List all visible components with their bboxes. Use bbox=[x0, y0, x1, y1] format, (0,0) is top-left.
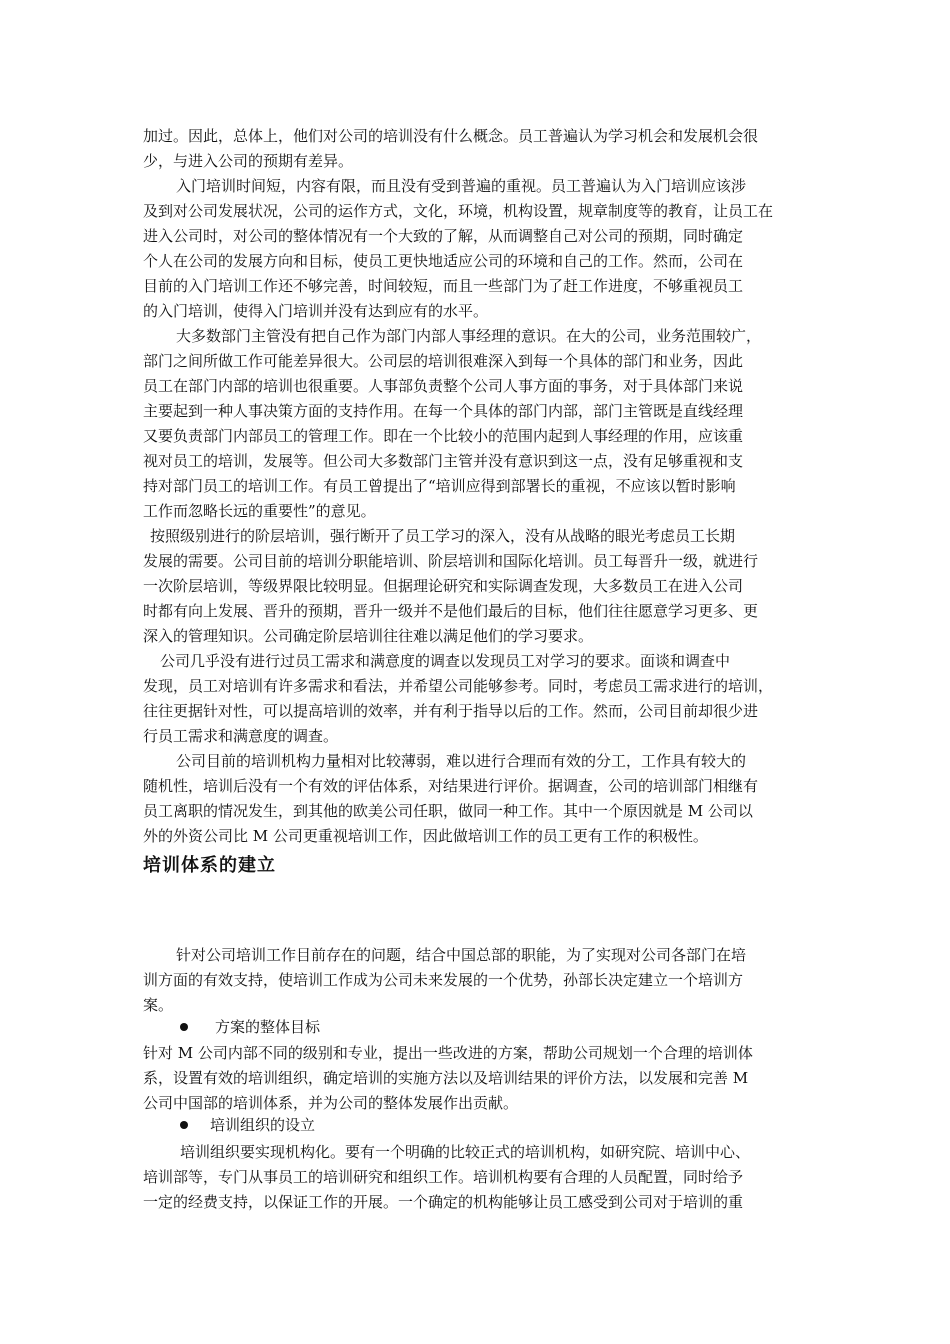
text-line: 发展的需要。公司目前的培训分职能培训、阶层培训和国际化培训。员工每晋升一级，就进行 bbox=[143, 552, 759, 570]
bullet-item: 方案的整体目标 bbox=[215, 1018, 321, 1036]
text-line: 的入门培训，使得入门培训并没有达到应有的水平。 bbox=[143, 302, 489, 320]
text-line: 主要起到一种人事决策方面的支持作用。在每一个具体的部门内部，部门主管既是直线经理 bbox=[143, 402, 744, 420]
text-line: 系，设置有效的培训组织，确定培训的实施方法以及培训结果的评价方法，以发展和完善 M bbox=[143, 1069, 749, 1087]
text-line: 公司目前的培训机构力量相对比较薄弱，难以进行合理而有效的分工，工作具有较大的 bbox=[176, 752, 747, 770]
text-line: 个人在公司的发展方向和目标，使员工更快地适应公司的环境和自己的工作。然而，公司在 bbox=[143, 252, 744, 270]
text-line: 案。 bbox=[143, 996, 174, 1014]
text-line: 行员工需求和满意度的调查。 bbox=[143, 727, 339, 745]
text-line: 进入公司时，对公司的整体情况有一个大致的了解，从而调整自己对公司的预期，同时确定 bbox=[143, 227, 744, 245]
section-heading: 培训体系的建立 bbox=[143, 855, 276, 876]
text-line: 员工离职的情况发生，到其他的欧美公司任职，做同一种工作。其中一个原因就是 M 公司以 bbox=[143, 802, 753, 820]
text-line: 大多数部门主管没有把自己作为部门内部人事经理的意识。在大的公司，业务范围较广， bbox=[176, 327, 762, 345]
text-line: 视对员工的培训，发展等。但公司大多数部门主管并没有意识到这一点，没有足够重视和支 bbox=[143, 452, 744, 470]
text-line: 发现，员工对培训有许多需求和看法，并希望公司能够参考。同时，考虑员工需求进行的培训， bbox=[143, 677, 774, 695]
text-line: 培训组织要实现机构化。要有一个明确的比较正式的培训机构，如研究院、培训中心、 bbox=[180, 1143, 751, 1161]
text-line: 时都有向上发展、晋升的预期，晋升一级并不是他们最后的目标，他们往往愿意学习更多、更 bbox=[143, 602, 759, 620]
text-line: 持对部门员工的培训工作。有员工曾提出了“培训应得到部署长的重视，不应该以暂时影响 bbox=[143, 477, 736, 495]
text-line: 入门培训时间短，内容有限，而且没有受到普遍的重视。员工普遍认为入门培训应该涉 bbox=[176, 177, 747, 195]
text-line: 培训部等，专门从事员工的培训研究和组织工作。培训机构要有合理的人员配置，同时给予 bbox=[143, 1168, 744, 1186]
text-line: 公司中国部的培训体系，并为公司的整体发展作出贡献。 bbox=[143, 1094, 519, 1112]
text-line: 按照级别进行的阶层培训，强行断开了员工学习的深入，没有从战略的眼光考虑员工长期 bbox=[150, 527, 736, 545]
bullet-icon bbox=[180, 1121, 188, 1129]
text-line: 又要负责部门内部员工的管理工作。即在一个比较小的范围内起到人事经理的作用，应该重 bbox=[143, 427, 744, 445]
text-line: 往往更据针对性，可以提高培训的效率，并有利于指导以后的工作。然而，公司目前却很少进 bbox=[143, 702, 759, 720]
text-line: 加过。因此，总体上，他们对公司的培训没有什么概念。员工普遍认为学习机会和发展机会很 bbox=[143, 127, 759, 145]
text-line: 目前的入门培训工作还不够完善，时间较短，而且一些部门为了赶工作进度，不够重视员工 bbox=[143, 277, 744, 295]
text-line: 工作而忽略长远的重要性”的意见。 bbox=[143, 502, 376, 520]
text-line: 及到对公司发展状况，公司的运作方式，文化，环境，机构设置，规章制度等的教育，让员工在 bbox=[143, 202, 774, 220]
text-line: 针对公司培训工作目前存在的问题，结合中国总部的职能，为了实现对公司各部门在培 bbox=[176, 946, 747, 964]
bullet-icon bbox=[180, 1023, 188, 1031]
text-line: 部门之间所做工作可能差异很大。公司层的培训很难深入到每一个具体的部门和业务，因此 bbox=[143, 352, 744, 370]
text-line: 少，与进入公司的预期有差异。 bbox=[143, 152, 354, 170]
text-line: 员工在部门内部的培训也很重要。人事部负责整个公司人事方面的事务，对于具体部门来说 bbox=[143, 377, 744, 395]
text-line: 针对 M 公司内部不同的级别和专业，提出一些改进的方案，帮助公司规划一个合理的培训体 bbox=[143, 1044, 753, 1062]
text-line: 一定的经费支持，以保证工作的开展。一个确定的机构能够让员工感受到公司对于培训的重 bbox=[143, 1193, 744, 1211]
bullet-item: 培训组织的设立 bbox=[210, 1116, 316, 1134]
text-line: 深入的管理知识。公司确定阶层培训往往难以满足他们的学习要求。 bbox=[143, 627, 594, 645]
text-line: 外的外资公司比 M 公司更重视培训工作，因此做培训工作的员工更有工作的积极性。 bbox=[143, 827, 708, 845]
text-line: 一次阶层培训，等级界限比较明显。但据理论研究和实际调查发现，大多数员工在进入公司 bbox=[143, 577, 744, 595]
text-line: 随机性，培训后没有一个有效的评估体系，对结果进行评价。据调查，公司的培训部门相继有 bbox=[143, 777, 759, 795]
text-line: 公司几乎没有进行过员工需求和满意度的调查以发现员工对学习的要求。面谈和调查中 bbox=[160, 652, 731, 670]
text-line: 训方面的有效支持，使培训工作成为公司未来发展的一个优势，孙部长决定建立一个培训方 bbox=[143, 971, 744, 989]
